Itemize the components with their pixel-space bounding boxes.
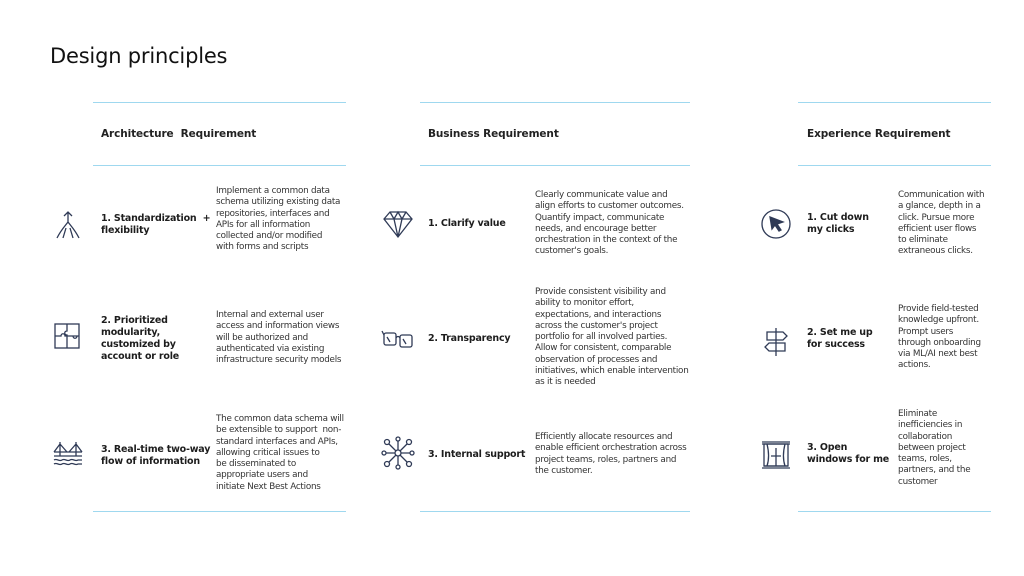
window-icon [759, 438, 793, 472]
architecture-requirement-heading: Architecture Requirement [101, 128, 257, 140]
signpost-icon [759, 325, 793, 359]
column-1-bottom-rule [93, 511, 346, 512]
architecture-item-3-description: The common data schema will be extensible to support non- standard interfaces and APIs, allowing critical issues to be disseminated to appropriate users and initiate Next Best Actions [216, 414, 344, 492]
architecture-item-1-description: Implement a common data schema utilizing existing data repositories, interfaces and APIs for all information collected and/or modified with forms and scripts [216, 186, 341, 253]
column-2-top-rule [420, 102, 690, 103]
experience-item-1-label: 1. Cut down my clicks [807, 212, 869, 235]
architecture-item-2-description: Internal and external user access and information views will be authorized and authenticated via existing infrastructure security models [216, 310, 342, 366]
architecture-item-2-label: 2. Prioritized modularity, customized by account or role [101, 315, 180, 362]
column-3-header-rule [798, 165, 991, 166]
business-item-3-label: 3. Internal support [428, 449, 526, 460]
business-item-1-description: Clearly communicate value and align efforts to customer outcomes. Quantify impact, communicate needs, and encourage better orchestration in the context of the customer's goals. [535, 190, 684, 257]
business-requirement-heading: Business Requirement [428, 128, 559, 140]
cursor-click-icon [759, 207, 793, 241]
business-item-1-label: 1. Clarify value [428, 218, 506, 229]
road-split-icon [51, 208, 85, 242]
team-network-icon [381, 436, 415, 470]
glasses-icon [381, 322, 415, 356]
puzzle-icon [51, 319, 85, 353]
bridge-icon [51, 434, 85, 468]
diamond-icon [381, 207, 415, 241]
column-2-bottom-rule [420, 511, 690, 512]
architecture-item-3-label: 3. Real-time two-way flow of information [101, 444, 211, 467]
column-2-header-rule [420, 165, 690, 166]
business-item-2-description: Provide consistent visibility and ability to monitor effort, expectations, and interactions across the customer's project portfolio for all involved parties. Allow for consistent, comparable observation of processes and initiatives, which enable intervention as it is needed [535, 287, 689, 388]
column-3-top-rule [798, 102, 991, 103]
column-3-bottom-rule [798, 511, 991, 512]
experience-item-1-description: Communication with a glance, depth in a click. Pursue more efficient user flows to eliminate extraneous clicks. [898, 190, 985, 257]
experience-item-2-label: 2. Set me up for success [807, 327, 873, 350]
business-item-2-label: 2. Transparency [428, 333, 511, 344]
experience-item-3-label: 3. Open windows for me [807, 442, 890, 465]
business-item-3-description: Efficiently allocate resources and enable efficient orchestration across project teams, roles, partners and the customer. [535, 432, 687, 476]
column-1-top-rule [93, 102, 346, 103]
experience-item-2-description: Provide field-tested knowledge upfront. Prompt users through onboarding via ML/AI next best actions. [898, 304, 981, 371]
experience-requirement-heading: Experience Requirement [807, 128, 951, 140]
page-title: Design principles [50, 44, 228, 68]
architecture-item-1-label: 1. Standardization + flexibility [101, 213, 211, 236]
column-1-header-rule [93, 165, 346, 166]
experience-item-3-description: Eliminate inefficiencies in collaboration between project teams, roles, partners, and the customer [898, 409, 971, 487]
